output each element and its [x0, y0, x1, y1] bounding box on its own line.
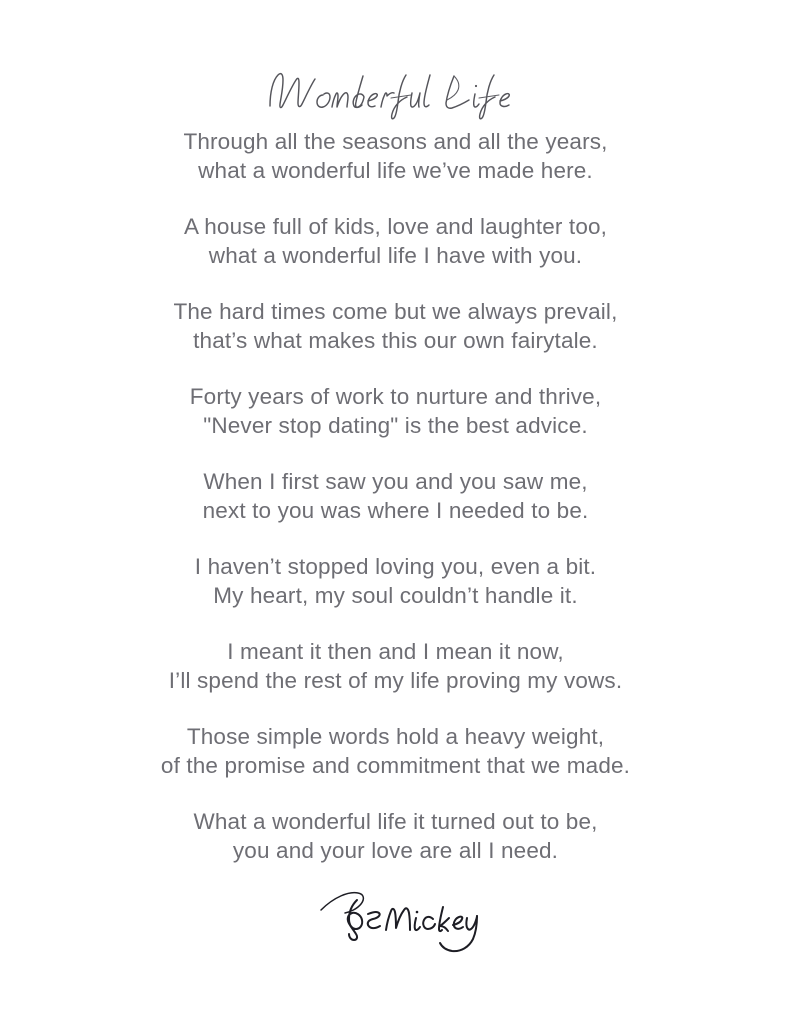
poem-title [0, 62, 791, 124]
poem-stanza [0, 297, 791, 355]
poem-line: Those simple words hold a heavy weight, [186, 724, 605, 749]
poem-line: When I first saw you and you saw me, [203, 469, 588, 494]
poem-line: I meant it then and I mean it now, [227, 639, 564, 664]
poem-stanza [0, 212, 791, 270]
poem-stanza [0, 807, 791, 865]
poem-title-script-icon [266, 62, 526, 124]
poem-line: of the promise and commitment that we made. [160, 753, 631, 778]
poem-line: "Never stop dating" is the best advice. [203, 413, 588, 438]
poem-line: My heart, my soul couldn’t handle it. [213, 583, 578, 608]
poem-line: you and your love are all I need. [232, 838, 559, 863]
poem-line: Forty years of work to nurture and thrive, [189, 384, 602, 409]
poem-body [0, 127, 791, 865]
poem-stanza [0, 722, 791, 780]
poem-line: what a wonderful life I have with you. [208, 243, 583, 268]
poem-line: What a wonderful life it turned out to be, [193, 809, 598, 834]
poem-line: next to you was where I needed to be. [202, 498, 589, 523]
poem-line: Through all the seasons and all the years, [183, 129, 608, 154]
poem-line: what a wonderful life we’ve made here. [198, 158, 593, 183]
poem-line: The hard times come but we always prevail, [173, 299, 618, 324]
poem-line: A house full of kids, love and laughter too, [183, 214, 608, 239]
signature [316, 882, 506, 954]
poem-title-text [395, 93, 396, 94]
poem-stanza [0, 382, 791, 440]
poem-line: I haven’t stopped loving you, even a bit. [194, 554, 597, 579]
poem-stanza [0, 637, 791, 695]
poem-stanza [0, 127, 791, 185]
poem-stanza [0, 552, 791, 610]
poem-line: that’s what makes this our own fairytale. [193, 328, 598, 353]
poem-line: I’ll spend the rest of my life proving my vows. [168, 668, 623, 693]
signature-ink-icon [316, 882, 506, 954]
poem-stanza [0, 467, 791, 525]
